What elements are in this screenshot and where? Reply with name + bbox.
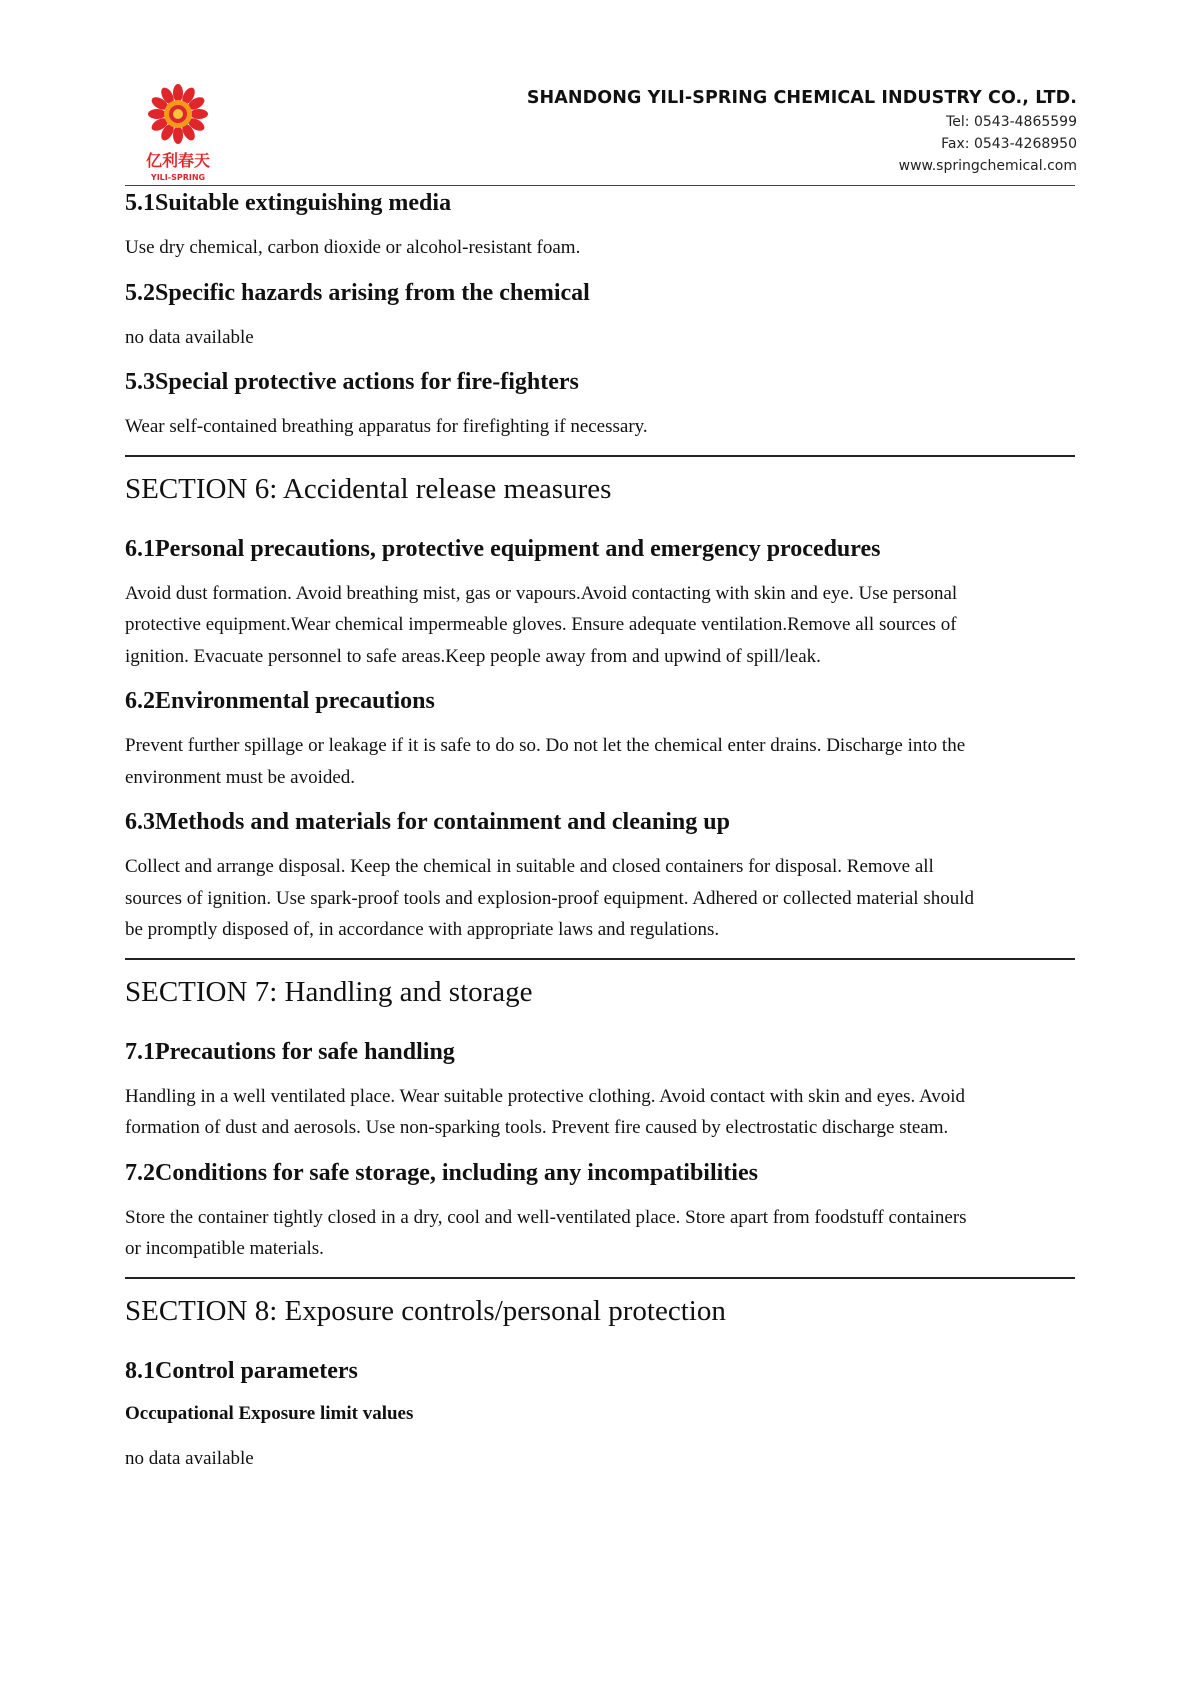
- logo-chinese-text: 亿利春天: [145, 151, 211, 170]
- paragraph-8-1: no data available: [125, 1447, 254, 1469]
- paragraph-5-1: Use dry chemical, carbon dioxide or alcohol-resistant foam.: [125, 237, 581, 258]
- company-logo: [140, 82, 220, 184]
- paragraph-6-3-line: sources of ignition. Use spark-proof tools and explosion-proof equipment. Adhered or collected material should: [125, 887, 974, 909]
- paragraph-6-1-line: Avoid dust formation. Avoid breathing mist, gas or vapours.Avoid contacting with skin and eye. Use personal: [125, 582, 958, 604]
- section-title-7: SECTION 7: Handling and storage: [125, 975, 533, 1008]
- header-divider: [125, 185, 1075, 186]
- paragraph-6-2-line: Prevent further spillage or leakage if it is safe to do so. Do not let the chemical enter drains. Discharge into the: [125, 735, 966, 756]
- subsection-heading-6-3: 6.3Methods and materials for containment and cleaning up: [125, 809, 730, 835]
- subsection-heading-7-2: 7.2Conditions for safe storage, including any incompatibilities: [125, 1159, 758, 1186]
- paragraph-6-2-line: environment must be avoided.: [125, 766, 356, 788]
- paragraph-7-2-line: Store the container tightly closed in a dry, cool and well-ventilated place. Store apart from foodstuff containers: [125, 1206, 967, 1228]
- paragraph-7-1-line: formation of dust and aerosols. Use non-sparking tools. Prevent fire caused by electrostatic discharge steam.: [125, 1117, 949, 1138]
- section-title-8: SECTION 8: Exposure controls/personal protection: [125, 1294, 726, 1327]
- paragraph-6-3-line: be promptly disposed of, in accordance with appropriate laws and regulations.: [125, 919, 720, 940]
- company-tel: Tel: 0543-4865599: [946, 114, 1077, 130]
- subsection-heading-6-2: 6.2Environmental precautions: [125, 688, 435, 714]
- logo-english-text: YILI-SPRING: [150, 173, 206, 182]
- paragraph-5-2: no data available: [125, 326, 254, 348]
- subsection-heading-5-1: 5.1Suitable extinguishing media: [125, 190, 452, 216]
- subsection-heading-6-1: 6.1Personal precautions, protective equipment and emergency procedures: [125, 535, 881, 562]
- paragraph-7-1-line: Handling in a well ventilated place. Wear suitable protective clothing. Avoid contact with skin and eyes. Avoid: [125, 1085, 966, 1107]
- subsection-heading-5-3: 5.3Special protective actions for fire-fighters: [125, 369, 579, 395]
- paragraph-6-1-line: ignition. Evacuate personnel to safe areas.Keep people away from and upwind of spill/leak.: [125, 645, 821, 667]
- subheading-exposure-limits: Occupational Exposure limit values: [125, 1402, 414, 1424]
- company-fax: Fax: 0543-4268950: [941, 136, 1077, 152]
- subsection-heading-5-2: 5.2Specific hazards arising from the chemical: [125, 279, 590, 306]
- paragraph-6-3-line: Collect and arrange disposal. Keep the chemical in suitable and closed containers for disposal. Remove all: [125, 856, 934, 877]
- document-body: [125, 187, 1075, 1474]
- subsection-heading-8-1: 8.1Control parameters: [125, 1357, 358, 1384]
- sunflower-logo-icon: [148, 84, 208, 144]
- subsection-heading-7-1: 7.1Precautions for safe handling: [125, 1038, 455, 1065]
- company-name: SHANDONG YILI-SPRING CHEMICAL INDUSTRY CO., LTD.: [526, 88, 1077, 108]
- section-title-6: SECTION 6: Accidental release measures: [125, 472, 612, 505]
- paragraph-6-1-line: protective equipment.Wear chemical impermeable gloves. Ensure adequate ventilation.Remove all sources of: [125, 614, 957, 635]
- company-info: [527, 88, 1077, 176]
- company-website: www.springchemical.com: [898, 158, 1077, 174]
- paragraph-7-2-line: or incompatible materials.: [125, 1238, 324, 1259]
- paragraph-5-3: Wear self-contained breathing apparatus for firefighting if necessary.: [125, 416, 648, 437]
